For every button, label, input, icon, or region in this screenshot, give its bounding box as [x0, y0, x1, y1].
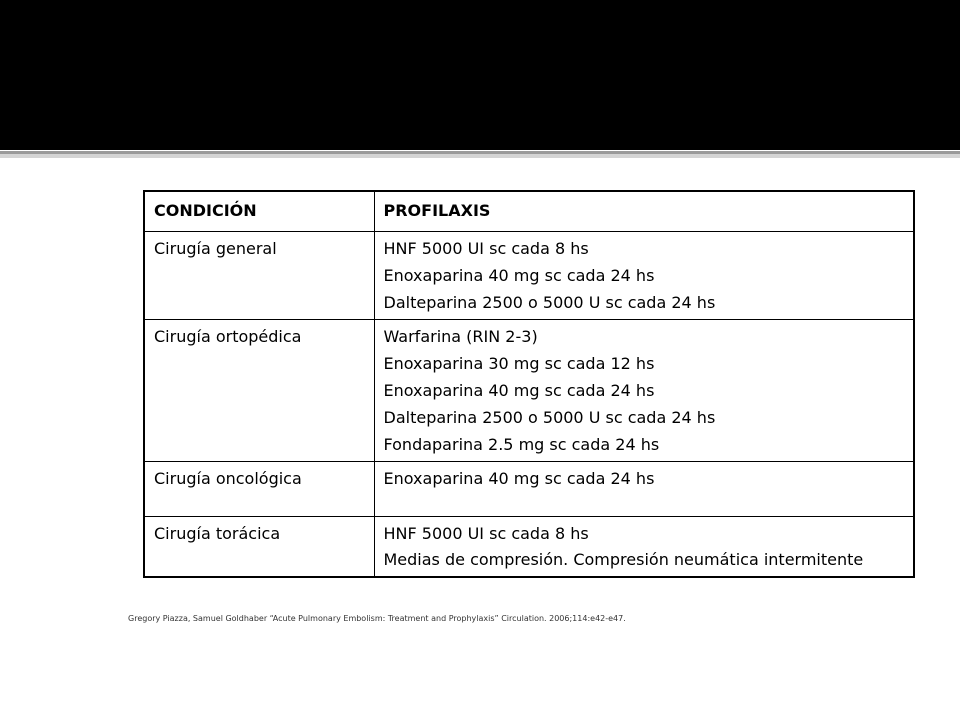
prophylaxis-cell [374, 462, 914, 517]
condition-cell: Cirugía torácica [144, 517, 374, 578]
prophylaxis-cell [374, 232, 914, 320]
prophylaxis-table-container [143, 190, 913, 578]
table-row [144, 462, 914, 517]
prophylaxis-line: Medias de compresión. Compresión neumática intermitente [383, 550, 864, 569]
prophylaxis-line: Dalteparina 2500 o 5000 U sc cada 24 hs [383, 293, 716, 312]
table-row [144, 232, 914, 320]
prophylaxis-line: Warfarina (RIN 2-3) [383, 327, 538, 346]
prophylaxis-line: Enoxaparina 40 mg sc cada 24 hs [383, 266, 655, 285]
header-condition: CONDICIÓN [144, 191, 374, 232]
prophylaxis-line: Enoxaparina 40 mg sc cada 24 hs [383, 381, 655, 400]
prophylaxis-line: Enoxaparina 30 mg sc cada 12 hs [383, 354, 655, 373]
prophylaxis-cell [374, 517, 914, 578]
header-prophylaxis: PROFILAXIS [374, 191, 914, 232]
prophylaxis-line: Enoxaparina 40 mg sc cada 24 hs [383, 469, 655, 488]
condition-cell: Cirugía oncológica [144, 462, 374, 517]
citation: Gregory Piazza, Samuel Goldhaber “Acute Pulmonary Embolism: Treatment and Prophylaxis” Circulation. 2006;114:e42-e47. [128, 614, 626, 623]
title-band [0, 0, 960, 150]
condition-cell: Cirugía general [144, 232, 374, 320]
table-row [144, 517, 914, 578]
prophylaxis-line: Fondaparina 2.5 mg sc cada 24 hs [383, 435, 660, 454]
separator-line-shadow [0, 154, 960, 158]
prophylaxis-line: HNF 5000 UI sc cada 8 hs [383, 524, 589, 543]
prophylaxis-line: HNF 5000 UI sc cada 8 hs [383, 239, 589, 258]
prophylaxis-cell [374, 320, 914, 462]
table-header-row [144, 191, 914, 232]
prophylaxis-table [143, 190, 915, 578]
prophylaxis-line: Dalteparina 2500 o 5000 U sc cada 24 hs [383, 408, 716, 427]
table-row [144, 320, 914, 462]
condition-cell: Cirugía ortopédica [144, 320, 374, 462]
